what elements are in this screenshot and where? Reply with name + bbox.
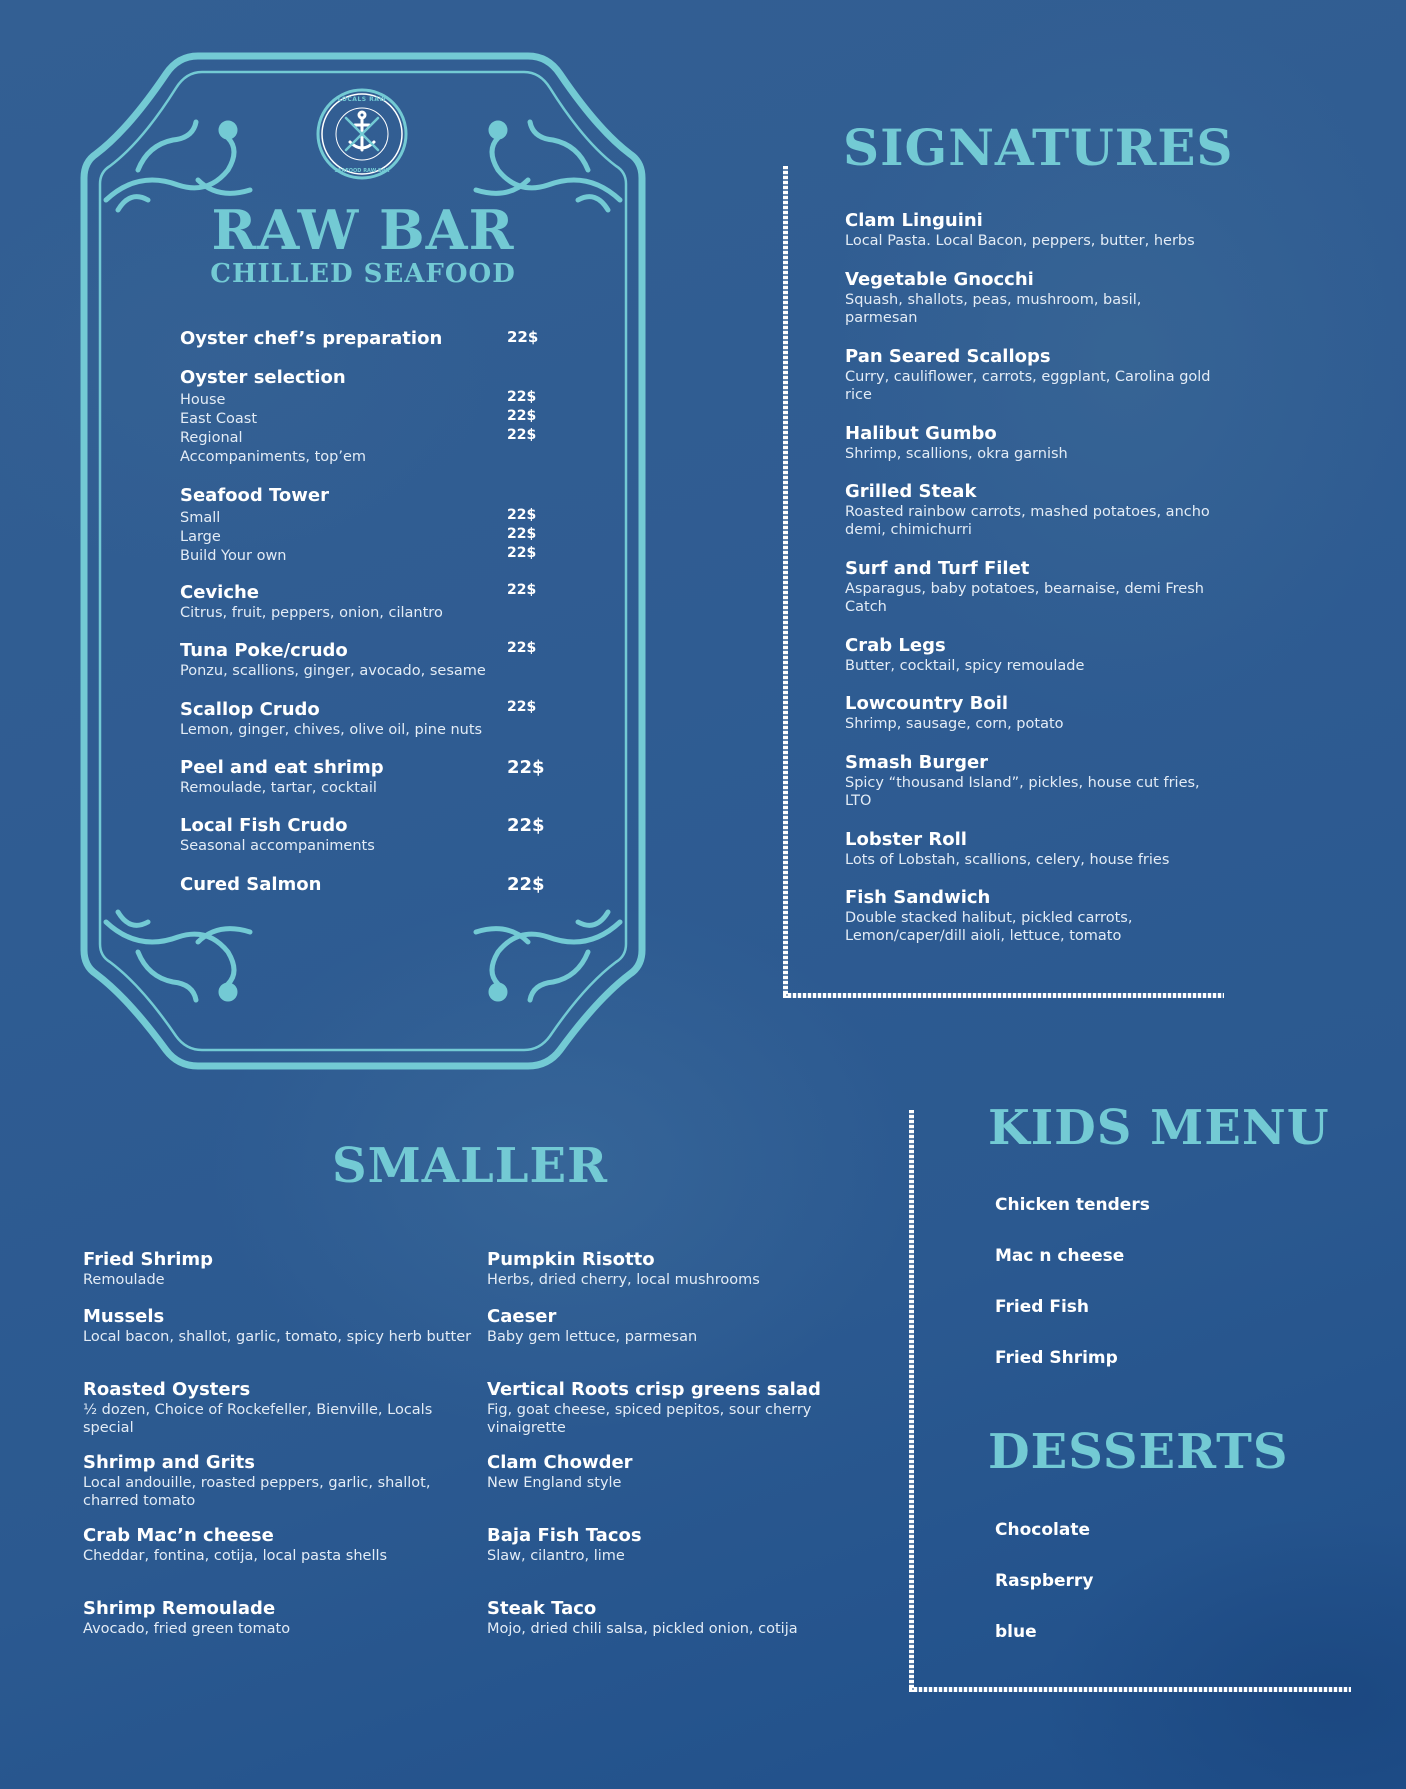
kids-menu-title: KIDS MENU — [988, 1100, 1330, 1156]
item-name: Peel and eat shrimp — [180, 757, 384, 778]
item-name: Vegetable Gnocchi — [845, 269, 1034, 290]
item-name: Mussels — [83, 1306, 165, 1327]
item-desc: Double stacked halibut, pickled carrots, Lemon/caper/dill aioli, lettuce, tomato — [845, 910, 1133, 944]
item-price: 22$ — [507, 408, 537, 424]
kids-menu-item: Chicken tenders — [995, 1195, 1150, 1215]
item-name: Clam Linguini — [845, 210, 983, 231]
item-price: 22$ — [507, 328, 539, 346]
item-desc: Butter, cocktail, spicy remoulade — [845, 658, 1085, 674]
item-line: Small 22$ — [180, 507, 537, 526]
item-desc: Herbs, dried cherry, local mushrooms — [487, 1272, 760, 1288]
raw-bar-item — [180, 815, 545, 855]
item-name: Pumpkin Risotto — [487, 1249, 655, 1270]
item-name: Roasted Oysters — [83, 1379, 251, 1400]
item-desc: Shrimp, sausage, corn, potato — [845, 716, 1064, 732]
item-name: Crab Mac’n cheese — [83, 1525, 274, 1546]
item-name: Fried Shrimp — [83, 1249, 214, 1270]
kids-menu-item: Fried Shrimp — [995, 1348, 1118, 1368]
signatures-rope-border-bottom — [783, 993, 1224, 998]
item-desc: Spicy “thousand Island”, pickles, house cut fries, LTO — [845, 775, 1200, 809]
raw-bar-item — [180, 582, 540, 622]
item-name: Clam Chowder — [487, 1452, 633, 1473]
item-desc: Local Pasta. Local Bacon, peppers, butter, herbs — [845, 233, 1195, 249]
item-price: 22$ — [507, 815, 545, 836]
smaller-item — [83, 1379, 483, 1437]
item-name: Shrimp and Grits — [83, 1452, 255, 1473]
item-name: Shrimp Remoulade — [83, 1598, 276, 1619]
item-name: Caeser — [487, 1306, 557, 1327]
item-name: Smash Burger — [845, 752, 989, 773]
item-desc: Citrus, fruit, peppers, onion, cilantro — [180, 605, 443, 621]
signature-item — [845, 752, 1215, 810]
item-desc: Seasonal accompaniments — [180, 838, 375, 854]
item-price: 22$ — [507, 427, 537, 443]
item-price: 22$ — [507, 874, 545, 895]
item-price: 22$ — [507, 582, 537, 598]
item-name: Grilled Steak — [845, 481, 977, 502]
item-desc: New England style — [487, 1475, 622, 1491]
item-line: House 22$ — [180, 389, 537, 408]
raw-bar-item — [180, 640, 540, 680]
item-desc: Remoulade, tartar, cocktail — [180, 780, 377, 796]
item-name: Oyster chef’s preparation — [180, 328, 443, 349]
item-line: East Coast 22$ — [180, 408, 537, 427]
flourish-bottom-left — [106, 912, 250, 1000]
item-desc: Remoulade — [83, 1272, 165, 1288]
smaller-item — [83, 1598, 483, 1638]
item-desc: Local andouille, roasted peppers, garlic, shallot, charred tomato — [83, 1475, 431, 1509]
item-price: 22$ — [507, 507, 537, 523]
item-desc: Slaw, cilantro, lime — [487, 1548, 625, 1564]
item-desc: Shrimp, scallions, okra garnish — [845, 446, 1068, 462]
signature-item — [845, 558, 1215, 616]
item-name: Ceviche — [180, 582, 260, 603]
raw-bar-item — [180, 328, 540, 350]
dessert-item: Raspberry — [995, 1571, 1094, 1591]
item-desc: Avocado, fried green tomato — [83, 1621, 291, 1637]
smaller-item — [487, 1379, 867, 1437]
signature-item — [845, 210, 1215, 250]
kids-rope-border-left — [909, 1110, 914, 1692]
item-desc: Ponzu, scallions, ginger, avocado, sesame — [180, 663, 486, 679]
item-line: Build Your own 22$ — [180, 545, 537, 564]
item-desc: Baby gem lettuce, parmesan — [487, 1329, 698, 1345]
item-desc: Local bacon, shallot, garlic, tomato, spicy herb butter — [83, 1329, 472, 1345]
smaller-title: SMALLER — [331, 1138, 608, 1194]
flourish-top-left — [106, 122, 250, 210]
item-desc: Lots of Lobstah, scallions, celery, house fries — [845, 852, 1170, 868]
item-line: Large 22$ — [180, 526, 537, 545]
signature-item — [845, 269, 1215, 327]
item-desc: Lemon, ginger, chives, olive oil, pine nuts — [180, 722, 483, 738]
kids-rope-border-bottom — [909, 1687, 1351, 1692]
locals-raw-logo — [318, 90, 406, 178]
smaller-item — [487, 1306, 867, 1346]
item-price: 22$ — [507, 699, 537, 715]
item-name: Oyster selection — [180, 367, 346, 388]
smaller-item — [487, 1525, 867, 1565]
kids-menu-item: Fried Fish — [995, 1297, 1090, 1317]
item-desc: ½ dozen, Choice of Rockefeller, Bienville, Locals special — [83, 1402, 433, 1436]
signature-item — [845, 346, 1215, 404]
logo-text-top: LOCALS RAW — [337, 96, 387, 103]
item-desc: Cheddar, fontina, cotija, local pasta shells — [83, 1548, 388, 1564]
flourish-top-right — [476, 122, 620, 210]
raw-bar-subtitle: CHILLED SEAFOOD — [210, 259, 516, 289]
raw-bar-item — [180, 485, 540, 564]
item-line: Regional 22$ — [180, 427, 537, 446]
signatures-title: SIGNATURES — [843, 118, 1234, 177]
item-desc: Roasted rainbow carrots, mashed potatoes, ancho demi, chimichurri — [845, 504, 1210, 538]
smaller-item — [83, 1306, 483, 1346]
dessert-item: Chocolate — [995, 1520, 1090, 1540]
item-name: Scallop Crudo — [180, 699, 320, 720]
item-name: Pan Seared Scallops — [845, 346, 1051, 367]
item-name: Local Fish Crudo — [180, 815, 348, 836]
item-name: Lowcountry Boil — [845, 693, 1009, 714]
item-desc: Fig, goat cheese, spiced pepitos, sour cherry vinaigrette — [487, 1402, 812, 1436]
item-name: Steak Taco — [487, 1598, 597, 1619]
item-name: Cured Salmon — [180, 874, 322, 895]
logo-text-bottom: SEAFOOD RAW BAR — [334, 168, 390, 174]
raw-bar-item — [180, 699, 540, 739]
item-name: Seafood Tower — [180, 485, 330, 506]
signature-item — [845, 887, 1215, 945]
item-name: Baja Fish Tacos — [487, 1525, 642, 1546]
signature-item — [845, 635, 1215, 675]
item-desc: Curry, cauliflower, carrots, eggplant, Carolina gold rice — [845, 369, 1211, 403]
item-desc: Asparagus, baby potatoes, bearnaise, demi Fresh Catch — [845, 581, 1204, 615]
item-name: Surf and Turf Filet — [845, 558, 1030, 579]
smaller-item — [83, 1525, 483, 1565]
item-desc: Mojo, dried chili salsa, pickled onion, cotija — [487, 1621, 798, 1637]
item-price: 22$ — [507, 389, 537, 405]
signature-item — [845, 423, 1215, 463]
smaller-item — [83, 1249, 483, 1289]
item-line: Accompaniments, top’em — [180, 449, 367, 465]
raw-bar-item — [180, 874, 545, 896]
flourish-bottom-right — [476, 912, 620, 1000]
item-price: 22$ — [507, 526, 537, 542]
raw-bar-item — [180, 757, 545, 797]
item-price: 22$ — [507, 757, 545, 778]
item-name: Tuna Poke/crudo — [180, 640, 348, 661]
item-name: Lobster Roll — [845, 829, 967, 850]
item-price: 22$ — [507, 545, 537, 561]
signature-item — [845, 693, 1215, 733]
item-name: Vertical Roots crisp greens salad — [487, 1379, 821, 1400]
item-name: Halibut Gumbo — [845, 423, 997, 444]
item-desc: Squash, shallots, peas, mushroom, basil, parmesan — [845, 292, 1142, 326]
item-name: Crab Legs — [845, 635, 946, 656]
signatures-rope-border-left — [783, 166, 788, 998]
kids-menu-item: Mac n cheese — [995, 1246, 1125, 1266]
dessert-item: blue — [995, 1622, 1037, 1642]
anchor-icon — [350, 112, 374, 150]
signature-item — [845, 481, 1215, 539]
raw-bar-title: RAW BAR — [211, 198, 515, 262]
signature-item — [845, 829, 1215, 869]
item-price: 22$ — [507, 640, 537, 656]
smaller-item — [487, 1452, 867, 1492]
smaller-item — [487, 1249, 867, 1289]
item-name: Fish Sandwich — [845, 887, 991, 908]
smaller-item — [487, 1598, 867, 1638]
smaller-item — [83, 1452, 483, 1510]
raw-bar-item — [180, 367, 540, 465]
desserts-title: DESSERTS — [988, 1424, 1289, 1480]
